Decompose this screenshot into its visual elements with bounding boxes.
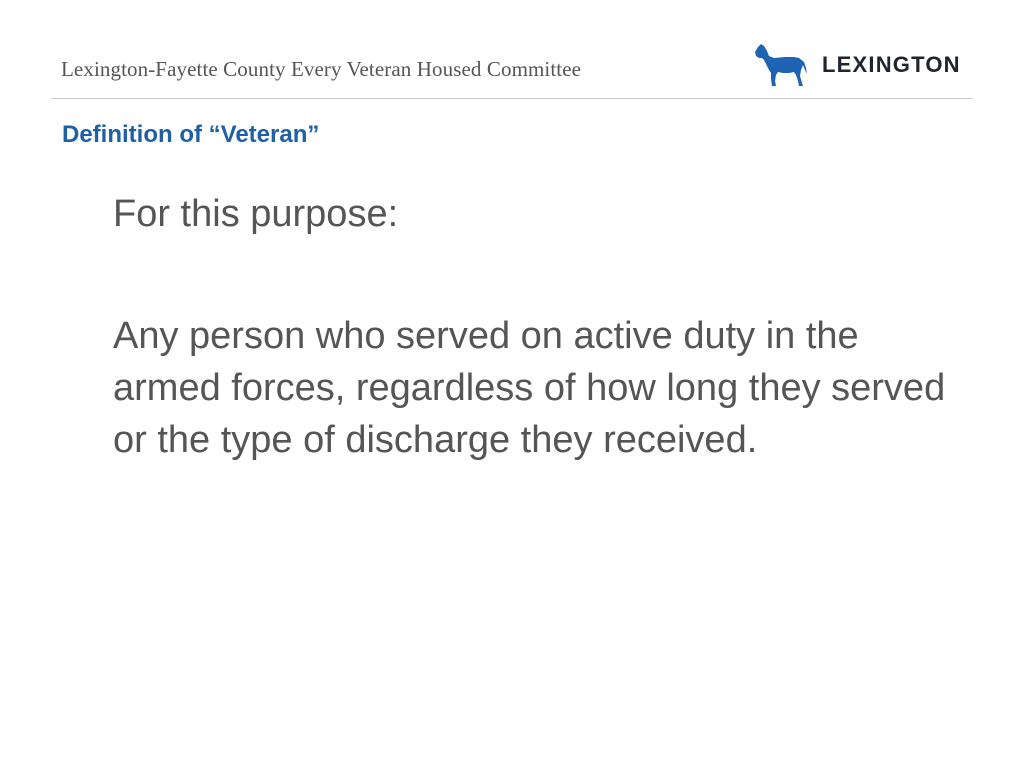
intro-text: For this purpose: <box>113 193 399 235</box>
definition-text: Any person who served on active duty in the armed forces, regardless of how long they served or the type of discharge they received. <box>113 315 946 461</box>
slide-title: Definition of “Veteran” <box>62 121 320 148</box>
header-divider <box>51 98 973 99</box>
lexington-logo <box>752 42 961 88</box>
logo-text: LEXINGTON <box>822 52 961 77</box>
slide-header <box>0 0 1024 100</box>
horse-icon <box>752 43 808 87</box>
organization-title: Lexington-Fayette County Every Veteran Housed Committee <box>61 57 582 81</box>
